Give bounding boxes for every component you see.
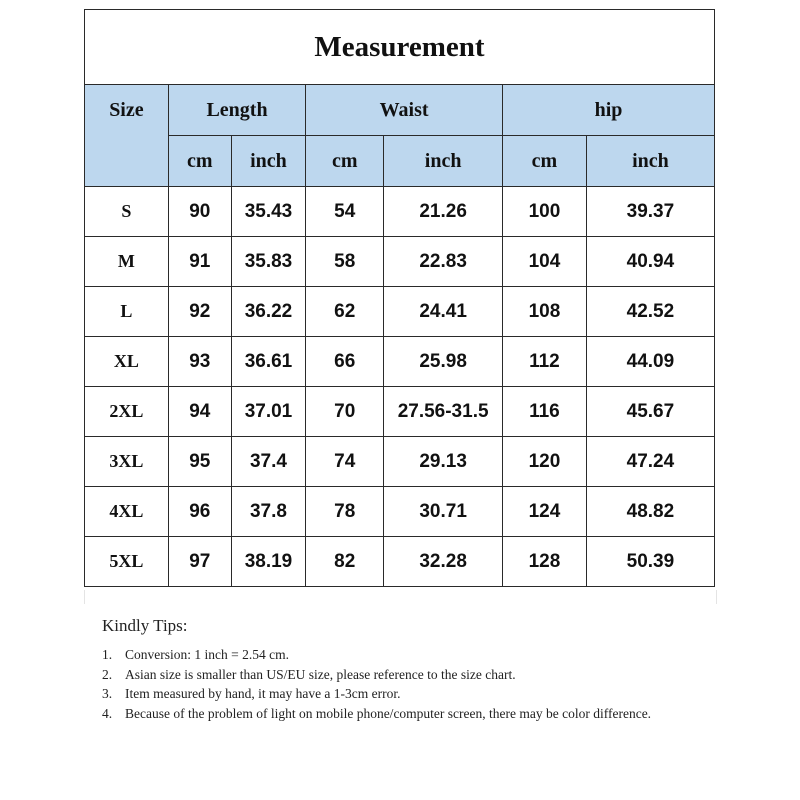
unit-header: inch [384, 136, 503, 187]
value-cell: 62 [306, 287, 384, 337]
value-cell: 104 [503, 237, 587, 287]
value-cell: 47.24 [586, 437, 714, 487]
value-cell: 39.37 [586, 187, 714, 237]
value-cell: 91 [168, 237, 231, 287]
table-row [85, 337, 715, 387]
size-cell: 2XL [85, 387, 169, 437]
value-cell: 48.82 [586, 487, 714, 537]
value-cell: 128 [503, 537, 587, 587]
value-cell: 24.41 [384, 287, 503, 337]
value-cell: 44.09 [586, 337, 714, 387]
value-cell: 50.39 [586, 537, 714, 587]
value-cell: 40.94 [586, 237, 714, 287]
value-cell: 30.71 [384, 487, 503, 537]
size-cell: 4XL [85, 487, 169, 537]
value-cell: 82 [306, 537, 384, 587]
value-cell: 42.52 [586, 287, 714, 337]
hip-header: hip [503, 85, 715, 136]
value-cell: 70 [306, 387, 384, 437]
unit-header: cm [503, 136, 587, 187]
tips-list [102, 645, 722, 723]
value-cell: 93 [168, 337, 231, 387]
value-cell: 124 [503, 487, 587, 537]
waist-header: Waist [306, 85, 503, 136]
value-cell: 108 [503, 287, 587, 337]
value-cell: 97 [168, 537, 231, 587]
table-row [85, 437, 715, 487]
tip-item [102, 704, 722, 724]
table-row [85, 187, 715, 237]
unit-header: cm [168, 136, 231, 187]
tips-title: Kindly Tips: [102, 616, 188, 635]
value-cell: 37.01 [231, 387, 306, 437]
table-row [85, 387, 715, 437]
length-header: Length [168, 85, 305, 136]
value-cell: 37.4 [231, 437, 306, 487]
size-cell: S [85, 187, 169, 237]
table-title: Measurement [85, 10, 715, 85]
value-cell: 58 [306, 237, 384, 287]
value-cell: 36.22 [231, 287, 306, 337]
value-cell: 112 [503, 337, 587, 387]
value-cell: 27.56-31.5 [384, 387, 503, 437]
size-cell: XL [85, 337, 169, 387]
value-cell: 78 [306, 487, 384, 537]
value-cell: 66 [306, 337, 384, 387]
tip-number: 1. [102, 647, 113, 662]
size-chart [84, 9, 715, 587]
value-cell: 32.28 [384, 537, 503, 587]
tip-number: 3. [102, 686, 113, 701]
tip-item [102, 645, 722, 665]
tip-text: Conversion: 1 inch = 2.54 cm. [125, 647, 289, 662]
tip-item [102, 684, 722, 704]
tip-text: Asian size is smaller than US/EU size, please reference to the size chart. [125, 666, 516, 682]
value-cell: 116 [503, 387, 587, 437]
table-row [85, 237, 715, 287]
value-cell: 96 [168, 487, 231, 537]
value-cell: 36.61 [231, 337, 306, 387]
value-cell: 45.67 [586, 387, 714, 437]
tip-text: Because of the problem of light on mobile phone/computer screen, there may be color difference. [125, 705, 652, 721]
value-cell: 35.43 [231, 187, 306, 237]
tip-number: 2. [102, 666, 113, 682]
size-cell: L [85, 287, 169, 337]
value-cell: 90 [168, 187, 231, 237]
value-cell: 94 [168, 387, 231, 437]
tip-number: 4. [102, 705, 113, 721]
size-cell: M [85, 237, 169, 287]
size-header: Size [85, 85, 169, 187]
value-cell: 74 [306, 437, 384, 487]
table-bottom-edge [84, 590, 717, 604]
value-cell: 25.98 [384, 337, 503, 387]
size-cell: 5XL [85, 537, 169, 587]
table-row [85, 487, 715, 537]
value-cell: 95 [168, 437, 231, 487]
value-cell: 29.13 [384, 437, 503, 487]
unit-header: inch [586, 136, 714, 187]
table-row [85, 537, 715, 587]
tips-section [102, 616, 722, 723]
value-cell: 21.26 [384, 187, 503, 237]
size-cell: 3XL [85, 437, 169, 487]
unit-header: inch [231, 136, 306, 187]
value-cell: 38.19 [231, 537, 306, 587]
value-cell: 100 [503, 187, 587, 237]
value-cell: 22.83 [384, 237, 503, 287]
value-cell: 92 [168, 287, 231, 337]
tip-text: Item measured by hand, it may have a 1-3cm error. [125, 686, 401, 701]
tip-item [102, 665, 722, 685]
unit-header: cm [306, 136, 384, 187]
value-cell: 35.83 [231, 237, 306, 287]
table-row [85, 287, 715, 337]
value-cell: 54 [306, 187, 384, 237]
value-cell: 120 [503, 437, 587, 487]
value-cell: 37.8 [231, 487, 306, 537]
measurement-table [84, 9, 715, 587]
